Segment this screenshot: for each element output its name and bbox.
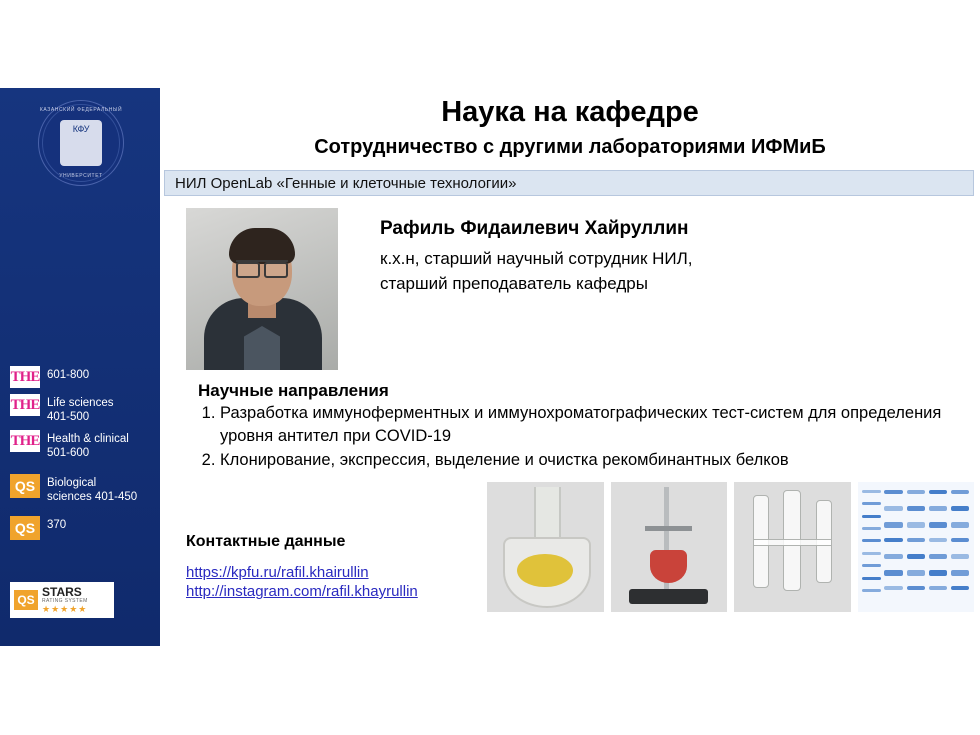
person-name: Рафиль Фидаилевич Хайруллин — [380, 218, 689, 239]
seal-caption-bottom: УНИВЕРСИТЕТ — [59, 173, 103, 179]
gel-band — [884, 570, 902, 576]
contacts-heading: Контактные данные — [186, 533, 346, 550]
ranking-item — [10, 430, 160, 460]
list-item: 1. Разработка иммуноферментных и иммунохроматографических тест-систем для определения уровня антител при COVID-19 — [220, 402, 980, 448]
qs-stars-badge — [10, 582, 114, 618]
portrait-photo — [186, 208, 338, 370]
page-title: Наука на кафедре — [441, 96, 699, 128]
ranking-item — [10, 474, 160, 504]
gel-band — [929, 570, 947, 576]
gel-band — [862, 552, 880, 555]
ranking-item — [10, 366, 160, 388]
glasses-icon — [236, 260, 288, 275]
gel-band — [951, 586, 969, 590]
research-heading: Научные направления — [198, 381, 389, 400]
gel-band — [862, 527, 880, 530]
ranking-line: 401-500 — [47, 411, 90, 423]
gel-band — [929, 538, 947, 542]
gel-band — [951, 522, 969, 528]
gel-band — [884, 522, 902, 528]
person-role-line-1: к.х.н, старший научный сотрудник НИЛ, — [380, 249, 693, 268]
stars-icon: ★★★★★ — [42, 603, 88, 614]
qs-logo-icon: QS — [10, 474, 40, 498]
gel-lane — [905, 482, 926, 612]
gel-band — [884, 554, 902, 559]
gel-band — [907, 490, 925, 494]
qs-logo-icon: QS — [10, 516, 40, 540]
sidebar — [0, 88, 160, 646]
ranking-line: 501-600 — [47, 447, 90, 459]
gel-band — [907, 522, 925, 528]
link-instagram-profile[interactable]: http://instagram.com/rafil.khayrullin — [186, 583, 418, 600]
gel-lane — [950, 482, 971, 612]
ranking-line: Biological — [47, 477, 97, 489]
rankings-list — [10, 366, 160, 546]
seal-caption-top: КАЗАНСКИЙ ФЕДЕРАЛЬНЫЙ — [39, 107, 123, 113]
research-list — [198, 402, 980, 473]
gel-band — [907, 570, 925, 576]
gel-band — [929, 522, 947, 528]
gel-lane — [883, 482, 904, 612]
gel-band — [884, 506, 902, 511]
gel-band — [929, 506, 947, 511]
gel-band — [884, 490, 902, 494]
glassware-on-stand-image — [611, 482, 728, 612]
flask-with-yellow-liquid-image — [487, 482, 604, 612]
gel-band — [929, 490, 947, 494]
gel-band — [884, 586, 902, 590]
ranking-item — [10, 516, 160, 540]
ranking-line: 601-800 — [47, 369, 90, 381]
gel-band — [862, 490, 880, 493]
page-subtitle: Сотрудничество с другими лабораториями ИФМиБ — [314, 136, 826, 158]
gel-band — [884, 538, 902, 542]
link-kpfu-profile[interactable]: https://kpfu.ru/rafil.khairullin — [186, 564, 369, 581]
qs-mark-icon: QS — [14, 590, 38, 610]
gel-band — [929, 554, 947, 559]
gel-band — [907, 506, 925, 511]
gel-band — [862, 515, 880, 518]
gel-lane — [927, 482, 948, 612]
ranking-line: Health & clinical — [47, 433, 129, 445]
gel-band — [907, 554, 925, 559]
list-item: 2. Клонирование, экспрессия, выделение и очистка рекомбинантных белков — [220, 449, 980, 472]
stars-title: STARS — [42, 584, 82, 599]
ranking-line: sciences 401-450 — [47, 491, 138, 503]
person-role — [380, 246, 940, 296]
ranking-line: 370 — [47, 519, 67, 531]
gel-band — [951, 490, 969, 494]
seal-center-text: КФУ — [60, 120, 102, 166]
gel-lane — [861, 482, 882, 612]
gallery-strip — [487, 482, 974, 612]
person-role-line-2: старший преподаватель кафедры — [380, 274, 648, 293]
gel-band — [951, 538, 969, 542]
gel-band — [951, 554, 969, 559]
photo-hair — [229, 228, 295, 264]
gel-band — [907, 586, 925, 590]
ranking-item — [10, 394, 160, 424]
the-logo-icon: THE — [10, 430, 40, 452]
the-logo-icon: THE — [10, 394, 40, 416]
lab-banner: НИЛ OpenLab «Генные и клеточные технологии» — [164, 170, 974, 196]
gel-band — [951, 570, 969, 576]
protein-gel-electrophoresis-image — [858, 482, 975, 612]
gel-band — [907, 538, 925, 542]
gel-band — [862, 564, 880, 567]
gel-band — [862, 589, 880, 592]
gel-band — [862, 577, 880, 580]
contacts-links — [186, 563, 418, 601]
gel-band — [929, 586, 947, 590]
gel-band — [951, 506, 969, 511]
gel-band — [862, 502, 880, 505]
stars-subtitle: RATING SYSTEM — [42, 597, 88, 604]
kpfu-seal-icon — [38, 100, 124, 186]
the-logo-icon: THE — [10, 366, 40, 388]
gel-band — [862, 539, 880, 542]
distillation-apparatus-image — [734, 482, 851, 612]
ranking-line: Life sciences — [47, 397, 114, 409]
